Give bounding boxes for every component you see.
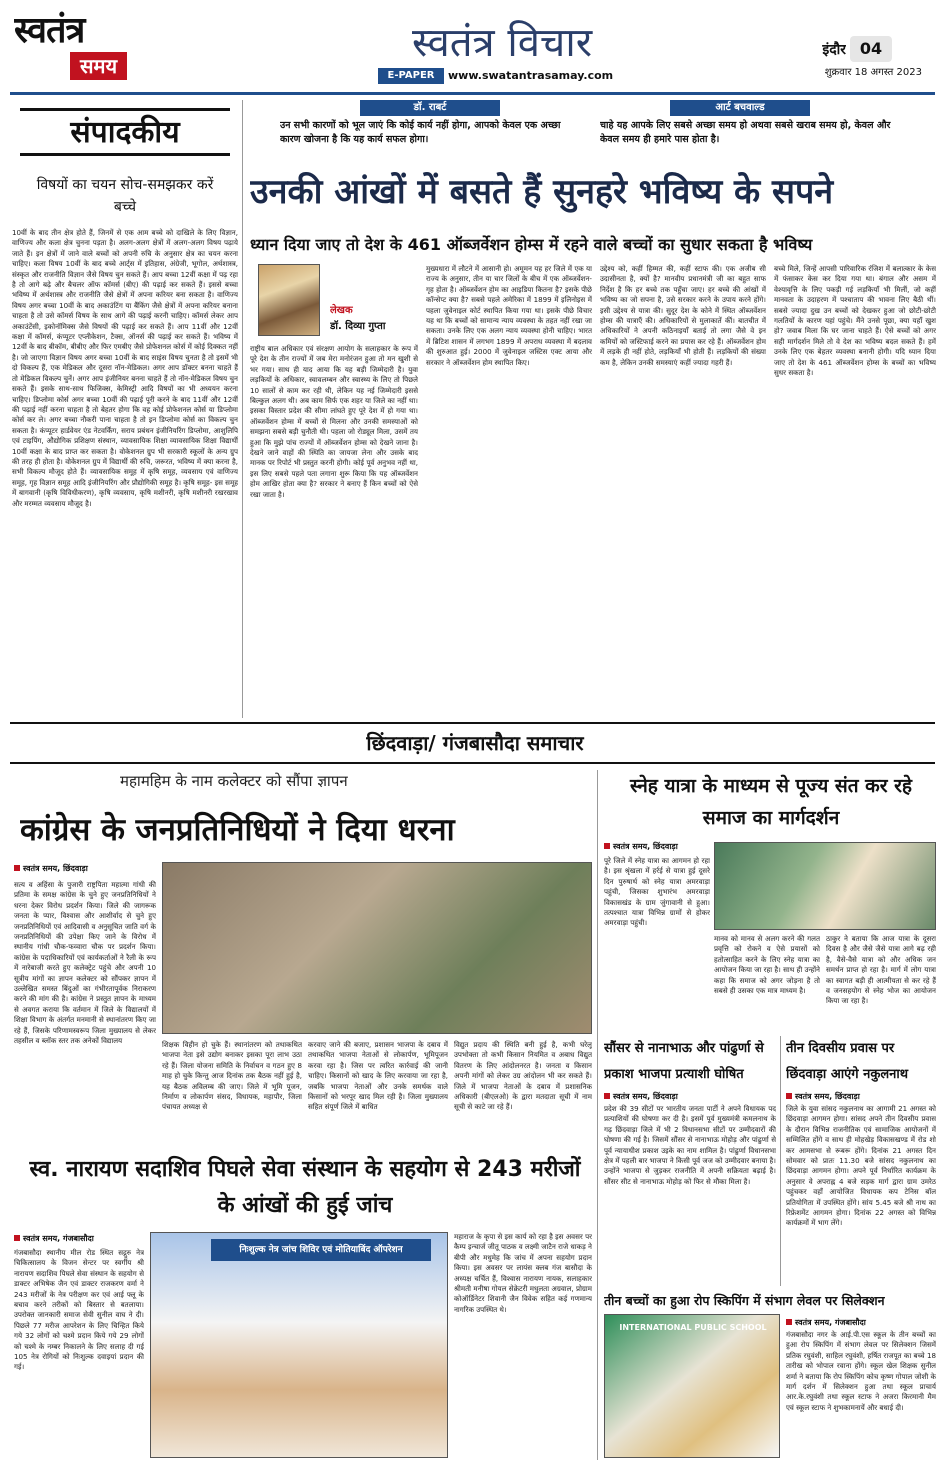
- byline-marker: [786, 1319, 792, 1325]
- page-number: 04: [850, 36, 892, 62]
- website-link[interactable]: www.swatantrasamay.com: [448, 69, 614, 82]
- story4-byline: [786, 1090, 926, 1102]
- lead-subhead: ध्यान दिया जाए तो देश के 461 ऑब्जर्वेशन होम्स में रहने वाले बच्चों का सुधार सकता है भविष्य: [250, 235, 813, 254]
- author-label: लेखक: [330, 305, 353, 316]
- story3-headline: सौंसर से नानाभाऊ और पांढुर्णा से प्रकाश भाजपा प्रत्याशी घोषित: [604, 1041, 764, 1082]
- story1-kicker: महामहिम के नाम कलेक्टर को सौंपा ज्ञापन: [120, 772, 348, 790]
- byline-marker: [14, 865, 20, 871]
- story6-byline: [786, 1316, 936, 1328]
- lead-col-2: मुख्यधारा में लौटने में आसानी हो। अमूमन यह हर जिले में एक या राज्य के अनुसार, तीन या चार जिलों के बीच में एक ऑब्जर्वेशन-गृह होता है। ऑब्जर्वेशन होम का आइडिया कितना है? इसके पीछे कॉन्सेप्ट क्या है? सबसे पहले अमेरिका में 1899 में इलिनोइस में पहला जुवेनाइल कोर्ट स्थापित किया गया था। इसके पीछे विचार यह था कि बच्चों को सामान्य न्याय व्यवस्था के तहत नहीं रखा जा सकता। उनके लिए एक अलग न्याय व्यवस्था होनी चाहिए। भारत में ब्रिटिश शासन में लगभग 1899 में अपराध व्यवस्था में बदलाव की शुरुआत हुई। 2000 में जुवेनाइल जस्टिस एक्ट आया और सरकार ने ऑब्जर्वेशन होम स्थापित किए।: [426, 264, 592, 367]
- editorial-divider: [242, 100, 243, 718]
- story3-byline: [604, 1090, 744, 1102]
- quote-text-2: चाहे यह आपके लिए सबसे अच्छा समय हो अथवा सबसे खराब समय हो, केवल और केवल समय ही हमारे पास होता है।: [600, 120, 891, 145]
- story6-photo: [604, 1314, 780, 1458]
- byline-marker: [14, 1235, 20, 1241]
- section-band: छिंदवाड़ा/ गंजबासौदा समाचार: [366, 731, 584, 755]
- quote-text-1: उन सभी कारणों को भूल जाएं कि कोई कार्य नहीं होगा, आपको केवल एक अच्छा कारण खोजना है कि यह कार्य सफल होगा।: [280, 120, 561, 145]
- lead-col-1: राष्ट्रीय बाल अधिकार एवं संरक्षण आयोग के सलाहकार के रूप में पूरे देश के तीन राज्यों में जब मेरा मनोरंजन हुआ तो मन खुशी से भर गया। साथ ही याद आया कि यह बड़ी जिम्मेदारी है। युवा लड़कियों के अधिकार, स्वावलम्बन और स्वास्थ्य के लिए तो पिछले 10 सालों से काम कर रही थी, लेकिन यह नई जिम्मेदारी इससे बिल्कुल अलग थी। अब काम सिर्फ एक शहर या जिले का नहीं था। इसका विस्तार प्रदेश की सीमा लांघते हुए पूरे देश में हो गया था। ऑब्जर्वेशन होम्स में बच्चों से मिलना और उनकी समस्याओं को समझना सबसे बड़ी चुनौती थी। पहला जो रोड्यूल मिला, उसमें तय हुआ कि मुझे पांच राज्यों में ऑब्जर्वेशन होम्स को देखने जाना है। देखने जाने वाहों की स्थिति का जायजा लेना और उसके बाद मानक पर रिपोर्ट भी प्रस्तुत करनी होगी। कोई पूर्व अनुभव नहीं था, इस लिए सबसे पहले पता लगाना शुरू किया कि यह ऑब्जर्वेशन होम आखिर होता क्या है? सरकार ने बनाए हैं किन बच्चों को ऐसे रखा जाता है।: [250, 344, 418, 499]
- story1-byline: [14, 862, 154, 874]
- byline-marker: [604, 843, 610, 849]
- quote-box-1: [280, 100, 580, 156]
- logo: [14, 10, 164, 90]
- lead-headline: उनकी आंखों में बसते हैं सुनहरे भविष्य के सपने: [250, 172, 834, 212]
- story2-headline: स्नेह यात्रा के माध्यम से पूज्य संत कर रहे समाज का मार्गदर्शन: [630, 775, 912, 829]
- story1-byline-text: स्वतंत्र समय, छिंदवाड़ा: [23, 863, 88, 873]
- story1-body-3: करवाए जाने की बजाए, प्रशासन भाजपा के दबाव में तथाकथित भाजपा नेताओं से लोकार्पण, भूमिपूजन करवा रहा है। जिस पर त्वरित कार्रवाई की जानी चाहिए। किसानों को खाद के लिए करवाया जा रहा है, जबकि भाजपा नेताओं और उनके समर्थक वाले किसानों को भरपूर खाद मिल रही है। जिला मुख्यालय सहित संपूर्ण जिले में बाधित: [308, 1040, 448, 1112]
- epaper-label: E-PAPER: [378, 68, 444, 84]
- masthead-divider: [10, 92, 935, 95]
- story6-body: गंजबासौदा नगर के आई.पी.एस स्कूल के तीन बच्चों का हुआ रोप स्किपिंग में संभाग लेवल पर सिलेक्शन जिसमें प्रतिक रघुवंशी, साहिल रघुवंशी, हर्षित राजपूत का बच्चे 18 तारीख को भोपाल रवाना होंगे। स्कूल खेल शिक्षक सुनील शर्मा ने बताया कि रोप स्किपिंग कोच कृष्ण गोपाल जोशी के मार्ग दर्शन में सिलेक्शन हुआ तथा स्कूल प्राचार्य आर.के.रघुवंशी तथा स्कूल स्टाफ ने अजरा किरमानी मैम एवं स्कूल स्टाफ ने शुभकामनायें और बधाई दी।: [786, 1330, 936, 1412]
- quote-author-1: डॉ. राबर्ट: [360, 100, 500, 116]
- section-band-line-2: [10, 762, 935, 764]
- quote-author-2: आर्ट बचवाल्ड: [670, 100, 810, 116]
- lead-col-4: बच्चे मिले, जिन्हें आपसी पारिवारिक रंजिश में बलात्कार के केस में फंसाकर केस कर दिया गया था। बंगाल और असम में वेश्यावृत्ति के लिए पकड़ी गई लड़कियाँ भी मिलीं, जो कहीं मानवता के उदाहरण में पश्चाताप की भावना लिए बैठी थीं। सबसे ज्यादा दुख उन बच्चों को देखकर हुआ जो छोटी-छोटी गलतियों के कारण यहां पहुंचे। मैंने उनसे पूछा, क्या यहाँ खुश हो? जवाब मिला कि घर जाना चाहते हैं। ऐसे बच्चों को अगर सही मार्गदर्शन मिले तो वे देश का भविष्य बदल सकते हैं। हमें उनके लिए एक बेहतर व्यवस्था बनानी होगी। यदि ध्यान दिया जाए तो देश के 461 ऑब्जर्वेशन होम्स के बच्चों का भविष्य सुधर सकता है।: [774, 264, 936, 378]
- story5-headline: स्व. नारायण सदाशिव पिघले सेवा संस्थान के सहयोग से 243 मरीजों के आंखों की हुई जांच: [29, 1157, 581, 1218]
- story1-headline: कांग्रेस के जनप्रतिनिधियों ने दिया धरना: [20, 812, 455, 848]
- story5-byline-text: स्वतंत्र समय, गंजबासौदा: [23, 1233, 94, 1243]
- story5-byline: [14, 1232, 154, 1244]
- issue-date: शुक्रवार 18 अगस्त 2023: [824, 67, 922, 78]
- story6-headline: तीन बच्चों का हुआ रोप स्किपिंग में संभाग लेवल पर सिलेक्शन: [604, 1293, 885, 1308]
- editorial-label: संपादकीय: [20, 108, 230, 156]
- editorial-body: 10वीं के बाद तीन क्षेत्र होते हैं, जिनमें से एक आम बच्चे को दाखिले के लिए विज्ञान, वाणिज्य और कला क्षेत्र चुनना पड़ता है। अलग-अलग क्षेत्रों में अलग-अलग विषय पढ़ाये जाते हैं। इन क्षेत्रों में जाने वाले बच्चों को अपनी रुचि के अनुसार क्षेत्र का चयन करना चाहिए। कला विषय 10वीं के बाद बच्चे आर्ट्स में इतिहास, अंग्रेजी, भूगोल, अर्थशास्त्र, संस्कृत और राजनीति विज्ञान जैसे विषय चुन सकते हैं। आप बच्चा 12वीं कक्षा में पढ़ रहा है तो आगे बढ़े और बैचलर ऑफ कॉमर्स (बीए) की पढ़ाई कर सकते हैं। इससे बच्चा भविष्य में अर्थशास्त्र और राजनीति जैसे क्षेत्रों में अपना करियर बना सकता है। वाणिज्य विषय अगर बच्चा 10वीं के बाद अकाउंटिंग या बैंकिंग जैसे क्षेत्रों में अपना करियर बनाना चाहता है तो उसे कॉमर्स विषय के साथ आगे की पढ़ाई करनी चाहिए। कॉमर्स लेकर आप अकाउंटेंसी, इकोनॉमिक्स जैसे विषयों की पढ़ाई कर सकते हैं। आप 11वीं और 12वीं कक्षा में कॉमर्स, कंप्यूटर एप्लीकेशन, टैक्स, ऑनर्स की पढ़ाई कर सकते हैं। भविष्य में 12वीं के बाद बीकॉम, बीबीए और फिर एमबीए जैसे प्रोफेशनल कोर्स में कोई दिक्कत नहीं है। जो जाएगा विज्ञान विषय अगर बच्चा 10वीं के बाद साइंस विषय चुनता है तो इसमें भी दो विकल्प हैं, एक मेडिकल और दूसरा नॉन-मेडिकल। अगर आप डॉक्टर बनना चाहते हैं तो मेडिकल विकल्प चुनें। अगर आप इंजीनियर बनना चाहते हैं तो नॉन-मेडिकल विषय चुन सकते हैं। इसके साथ-साथ फिजिक्स, केमिस्ट्री आदि विषयों का भी अध्ययन करना चाहिए। डिप्लोमा कोर्स अगर बच्चा 10वीं की पढ़ाई पूरी करने के बाद 11वीं और 12वीं की पढ़ाई नहीं करना चाहता है तो बेहतर होगा कि वह कोई प्रोफेशनल कोर्स या डिप्लोमा कोर्स कर ले। अगर बच्चा नौकरी पाना चाहता है तो इन डिप्लोमा कोर्स का विकल्प चुन सकता है। कंप्यूटर हार्डवेयर एंड नेटवर्किंग, सराय प्रबंधन इंजीनियरिंग डिप्लोमा, आशुलिपि एवं टाइपिंग, औद्योगिक प्रशिक्षण संस्थान, व्यावसायिक शिक्षा व्यावसायिक शिक्षा विद्यार्थी 10वीं कक्षा के बाद प्राप्त कर सकता है। वोकेशनल ग्रुप भी सरकारी स्कूलों के अन्य ग्रुप की तरह ही होता है। वोकेशनल ग्रुप में विद्यार्थी की रुचि, जरूरत, भविष्य में क्या करना है, सभी विकल्प मौजूद होते हैं। व्यावसायिक समूह में कृषि समूह, व्यवसाय एवं वाणिज्य समूह, गृह विज्ञान समूह आदि इंजीनियरिंग और प्रौद्योगिकी समूह है। कृषि समूह- इस समूह में बागवानी (कृषि विविधीकरण), कृषि व्यवसाय, कृषि मशीनरी, कृषि मशीनरी रखरखाव और मरम्मत व्यवसाय मौजूद है।: [12, 228, 238, 508]
- byline-marker: [786, 1093, 792, 1099]
- author-name: डॉ. दिव्या गुप्ता: [330, 321, 386, 332]
- story4-headline: तीन दिवसीय प्रवास पर छिंदवाड़ा आएंगे नकुलनाथ: [786, 1041, 909, 1082]
- editorial-headline: विषयों का चयन सोच-समझकर करें बच्चे: [36, 177, 214, 215]
- story2-body-2: मानव को मानव से अलग करने की गलत प्रवृत्ति को रोकने व ऐसे प्रयासों को हतोत्साहित करने के लिए स्नेह यात्रा का आयोजन किया जा रहा है। साथ ही उन्होंने कहा कि समाज को अगर जोड़ना है तो सबसे ही उसका एक मात्र माध्यम है।: [714, 934, 820, 996]
- story1-body-4: विद्युत प्रदाय की स्थिति बनी हुई है, कभी घरेलू उपभोक्ता तो कभी किसान नियमित व अबाध विद्युत वितरण के लिए आंदोलनरत है। जनता व किसान अपनी मांगों को लेकर उग्र आंदोलन भी कर सकते हैं। जिले में भाजपा नेताओं के दबाव में प्रशासनिक अधिकारी (बीएलओ) के द्वारा मतदाता सूची में नाम सूची से काटे जा रहे हैं।: [454, 1040, 592, 1112]
- story2-byline-text: स्वतंत्र समय, छिंदवाड़ा: [613, 841, 678, 851]
- story2-body: पूरे जिले में स्नेह यात्रा का आगमन हो रहा है। इस श्रृंखला में हर्रई से यात्रा हुई दूसरे दिन पुरुषार्थ को स्नेह यात्रा अमरवाड़ा पहुंची, जिसका शुभारंभ अमरवाड़ा विकासखंड के ग्राम जुंगावानी से हुआ। तत्पश्चात यात्रा विभिन्न ग्रामों से होकर अमरवाड़ा पहुंची।: [604, 856, 710, 928]
- author-photo: [258, 264, 320, 336]
- column-divider-2: [780, 1036, 781, 1286]
- logo-bottom-text: समय: [70, 52, 127, 80]
- story1-body-2: शिक्षक विहीन हो चुके हैं। स्थानांतरण को तथाकथित भाजपा नेता इसे उद्योग बनाकर इसका पूरा लाभ उठा रहे हैं। जिला योजना समिति के निर्वाचन व गठन हुए 8 माह हो चुके किन्तु आज दिनांक तक बैठक नहीं हुई है, यह बैठक अविलम्ब की जाए। जिले में भूमि पूजन, निर्माण व लोकार्पण संसद, विधायक, महापौर, जिला पंचायत अध्यक्ष से: [162, 1040, 302, 1112]
- logo-top-text: स्वतंत्र: [14, 10, 85, 51]
- story5-body: गंजबासौदा स्थानीय मील रोड स्थित सद्गुरु नेत्र चिकित्सालय के विजन सेन्टर पर स्वर्गीय श्री नारायण सदाशिव पिघले सेवा संस्थान के सहयोग से डाक्टर अभिषेक जैन एवं डाक्टर राजकरण वर्मा ने 243 मरीजों के नेत्र परीक्षण कर एवं आई फ्लू के बचाव करने तरीकों को बिस्तार से बतलाया। उपरोक्त जानकारी समाज सेवी सुनील वाघ ने दी। पिछले 77 मरीज आपरेशन के लिए चिन्हित किये गये 32 लोगों को चश्मे प्रदान किये गये 29 लोगों को चश्मे के नम्बर निकालने के लिए सलाह दी गई 105 नेत्र रोगियों को निःशुल्क दवाइयां प्रदान की गई।: [14, 1248, 144, 1372]
- story6-byline-text: स्वतंत्र समय, गंजबासौदा: [795, 1317, 866, 1327]
- story5-photo: [150, 1232, 448, 1458]
- story3-byline-text: स्वतंत्र समय, छिंदवाड़ा: [613, 1091, 678, 1101]
- city-label: इंदौर: [822, 42, 846, 58]
- camp-banner: निःशुल्क नेत्र जांच शिविर एवं मोतियाबिंद ऑपरेशन: [211, 1239, 431, 1261]
- story4-body: जिले के युवा सांसद नकुलनाथ का आगामी 21 अगस्त को छिंदवाड़ा आगमन होगा। सांसद अपने तीन दिवसीय प्रवास के दौरान विभिन्न राजनीतिक एवं सामाजिक आयोजनों में सम्मिलित होंगे व साथ ही मोहखेड़ विकासखण्ड में रोड शो कर आमसभा से रूबरू होंगे। दिनांक 21 अगस्त दिन सोमवार को प्रातः 11.30 बजे सांसद नकुलनाथ का छिंदवाड़ा आगमन होगा। अपने पूर्व निर्धारित कार्यक्रम के अनुसार वे अपराह्न 4 बजे सड़क मार्ग द्वारा ग्राम उमरेठ पहुंचकर वहाँ आयोजित विधायक कप टेनिस बॉल प्रतियोगिता में उपस्थित होंगे। सांय 5.45 बजे श्री नाथ का रिफ्रेशमेंट आगमन होगा। दिनांक 22 अगस्त को विभिन्न कार्यक्रमों में भाग लेंगे।: [786, 1104, 936, 1228]
- story2-photo: [714, 842, 936, 930]
- column-divider: [597, 770, 598, 1460]
- lead-col-3: उद्देश्य को, कहीं हिम्मत की, कहीं स्टाफ की। एक अजीब सी उदासीनता है, क्यों है? मानवीय प्रधानमंत्री जी का बहुत साफ निर्देश है कि हर बच्चे तक पहुँचा जाए। हर बच्चे की आंखों में भविष्य का जो सपना है, उसे सरकार करने के उपाय करने होंगे। इसी उद्देश्य से यात्रा की। सुदूर देश के कोने में स्थित ऑब्जर्वेशन होम्स की यात्राएँ की। अधिकारियों से मुलाकातें कीं। बातचीत में अधिकारियों ने अपनी कठिनाइयाँ बताई तो लगा जैसे वे इन कमियों को जस्टिफाई करने का प्रयास कर रहे हैं। ऑब्जर्वेशन होम में लड़के ही नहीं होते, लड़कियाँ भी होती हैं। लड़कियों की संख्या कम है, लेकिन उनकी समस्याएं कहीं ज्यादा गहरी हैं।: [600, 264, 766, 367]
- story5-body-2: महाराज के कृपा से इस कार्य को रहा है इस अवसर पर कैम्प इन्चार्ज जीतू पाठक व लक्ष्मी जाटैन राजे धाकड़ ने बीपी और मधुमेह कि जांच में अपना सहयोग प्रदान किया। इस अवसर पर लायंस क्लब गंज बासौदा के अध्यक्ष चर्चित हैं, विश्वास नारायण नायक, सलाहकार श्रीमती मनीषा गोयल सेक्रेटरी मधुलता अग्रवाल, प्रोग्राम कोऑर्डिनेटर शिवानी जैन विवेक सहित कई गणमान्य नागरिक उपस्थित थे।: [454, 1232, 592, 1314]
- story2-body-3: ठाकुर ने बताया कि आज यात्रा के दूसरा दिवस है और जैसे जैसे यात्रा आगे बढ़ रही है, वैसे-वैसे यात्रा को और अधिक जन समर्थन प्राप्त हो रहा है। मार्ग में लोग यात्रा का स्वागत बड़ी ही आत्मीयता से कर रहे हैं व जनसहयोग से स्नेह भोज का आयोजन किया जा रहा है।: [826, 934, 936, 1006]
- story3-body: प्रदेश की 39 सीटों पर भारतीय जनता पार्टी ने अपने विधायक पद प्रत्याशियों की घोषणा कर दी है। इसमें पूर्व मुख्यमंत्री कमलनाथ के गढ़ छिंदवाड़ा जिले में भी 2 विधानसभा सीटों पर उम्मीदवारों की घोषणा की गई है। जिसमें सौंसर से नानाभाऊ मोहोड़ और पांढुर्णा से पूर्व न्यायाधीश प्रकाश उइके का नाम शामिल है। पांढुर्णा विधानसभा क्षेत्र में पहली बार भाजपा ने किसी पूर्व जज को उम्मीदवार बनाया है। उन्होंने भाजपा से जुड़कर राजनीति में अपनी सक्रियता बढ़ाई है। सौंसर सीट से नानाभाऊ मोहोड़ को फिर से मौका मिला है।: [604, 1104, 776, 1186]
- story1-body: सत्य व अहिंसा के पुजारी राष्ट्रपिता महात्मा गांधी की प्रतिमा के समक्ष कांग्रेस के चुने हुए जनप्रतिनिधियों ने धरना देकर विरोध प्रदर्शन किया। जिले की जागरूक जनता के प्यार, विश्वास और आशीर्वाद से चुने हुए जनप्रतिनिधियों एवं आदिवासी व अनुसूचित जाति वर्ग के जनप्रतिनिधियों की उपेक्षा किए जाने के विरोध में स्थानीय गांधी चौक-फव्वारा चौक पर प्रदर्शन किया। कांग्रेस के पदाधिकारियों एवं कार्यकर्ताओं ने रैली के रूप में नारेबाजी करते हुए कलेक्ट्रेट पहुंचे और अपनी 10 सूत्रीय मांगों का ज्ञापन कलेक्टर को सौंपकर ज्ञापन में उल्लेखित समस्त बिंदुओं का गंभीरतापूर्वक निराकरण करने की मांग की है। कांग्रेस ने प्रस्तुत ज्ञापन के माध्यम से अवगत कराया कि वर्तमान में जिले के विद्यालयों में शिक्षा विभाग के अंतर्गत मनमानी से स्थानांतरण किए जा रहे हैं, जिसके परिणामस्वरूप जिला मुख्यालय से लेकर तहसील व ब्लॉक स्तर तक अनेकों विद्यालय: [14, 880, 156, 1046]
- editorial-column: [10, 100, 240, 718]
- school-banner: INTERNATIONAL PUBLIC SCHOOL: [619, 1323, 767, 1332]
- masthead: [0, 0, 945, 96]
- section-title: स्वतंत्र विचार: [411, 20, 593, 66]
- section-band-line: [10, 722, 935, 724]
- story4-byline-text: स्वतंत्र समय, छिंदवाड़ा: [795, 1091, 860, 1101]
- byline-marker: [604, 1093, 610, 1099]
- quote-box-2: [600, 100, 900, 156]
- story1-photo: [162, 862, 592, 1034]
